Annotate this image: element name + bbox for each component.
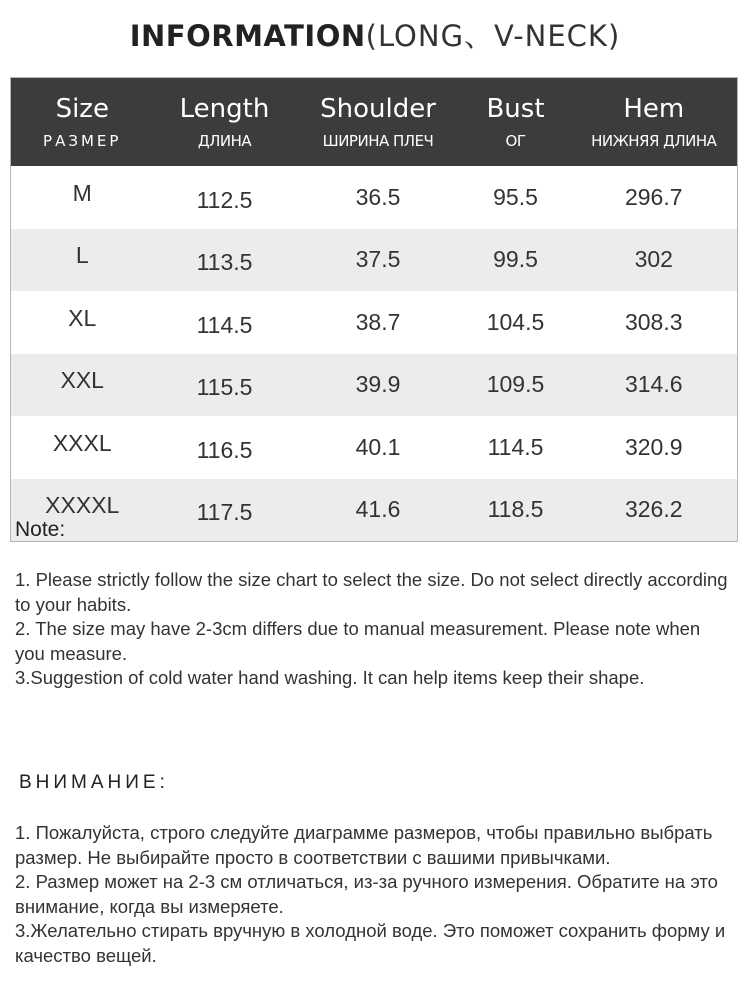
cell-hem: 320.9: [624, 433, 683, 460]
cell-bust: 99.5: [461, 229, 571, 292]
ru-note-line: 2. Размер может на 2-3 см отличаться, из-за ручного измерения. Обратите на это внимание, когда вы измеряете.: [15, 871, 718, 917]
cell-hem: 308.3: [624, 308, 683, 335]
cell-bust: 104.5: [486, 308, 545, 335]
cell-shoulder: 38.7: [355, 308, 401, 335]
table-row: [11, 166, 738, 229]
cell-bust: 95.5: [493, 183, 538, 210]
header-shoulder: [296, 78, 461, 167]
cell-size: M: [72, 179, 92, 206]
note-line: 1. Please strictly follow the size chart to select the size. Do not select directly according to your habits.: [15, 569, 728, 615]
table-row: [11, 416, 738, 479]
header-ru: НИЖНЯЯ ДЛИНА: [591, 132, 717, 150]
header-en: Size: [55, 94, 109, 124]
title-light: (LONG、V-NECK): [365, 19, 621, 53]
cell-length: 117.5: [154, 479, 296, 542]
table-header-row: [11, 78, 738, 167]
table-row: [11, 229, 738, 292]
cell-size: XXL: [11, 354, 154, 417]
cell-size: XL: [68, 304, 97, 331]
cell-hem: 302: [571, 229, 738, 292]
cell-length: 113.5: [154, 229, 296, 292]
cell-size: L: [11, 229, 154, 292]
cell-size: XXXXL: [11, 479, 154, 542]
cell-bust: 118.5: [461, 479, 571, 542]
cell-hem: 296.7: [624, 183, 683, 210]
cell-shoulder: 37.5: [296, 229, 461, 292]
cell-length: 112.5: [196, 186, 253, 213]
cell-shoulder: 41.6: [296, 479, 461, 542]
cell-shoulder: 40.1: [355, 433, 401, 460]
cell-size: XXXL: [52, 429, 112, 456]
table-row: [11, 479, 738, 542]
table-row: [11, 291, 738, 354]
header-bust: [461, 78, 571, 167]
note-line: 3.Suggestion of cold water hand washing. It can help items keep their shape.: [15, 667, 645, 688]
table-row: [11, 354, 738, 417]
header-length: [154, 78, 296, 167]
cell-hem: 326.2: [571, 479, 738, 542]
cell-length: 116.5: [196, 436, 253, 463]
note-body: [15, 568, 735, 691]
header-size: [11, 78, 154, 167]
cell-bust: 114.5: [487, 433, 544, 460]
header-hem: [571, 78, 738, 167]
cell-shoulder: 39.9: [296, 354, 461, 417]
note-line: 2. The size may have 2-3cm differs due to manual measurement. Please note when you measure.: [15, 618, 701, 664]
cell-length: 115.5: [154, 354, 296, 417]
ru-note-line: 1. Пожалуйста, строго следуйте диаграмме размеров, чтобы правильно выбрать размер. Не выбирайте просто в соответствии с вашими привычками.: [15, 822, 713, 868]
header-ru: ДЛИНА: [197, 132, 252, 150]
cell-length: 114.5: [196, 311, 253, 338]
header-en: Length: [179, 94, 270, 124]
cell-hem: 314.6: [571, 354, 738, 417]
header-ru: РАЗМЕР: [43, 132, 122, 150]
cell-bust: 109.5: [461, 354, 571, 417]
size-chart-table: [10, 77, 738, 542]
ru-note-line: 3.Желательно стирать вручную в холодной воде. Это поможет сохранить форму и качество вещей.: [15, 920, 726, 966]
title-bold: INFORMATION: [129, 19, 366, 53]
header-ru: ШИРИНА ПЛЕЧ: [322, 132, 434, 150]
ru-note-body: [15, 821, 740, 968]
page-title: [0, 14, 750, 58]
ru-note-title: ВНИМАНИЕ:: [19, 772, 169, 793]
header-en: Hem: [623, 94, 685, 124]
header-ru: ОГ: [505, 132, 526, 150]
cell-shoulder: 36.5: [355, 183, 401, 210]
header-en: Shoulder: [320, 94, 436, 124]
header-en: Bust: [486, 94, 545, 124]
note-title: Note:: [15, 518, 66, 541]
